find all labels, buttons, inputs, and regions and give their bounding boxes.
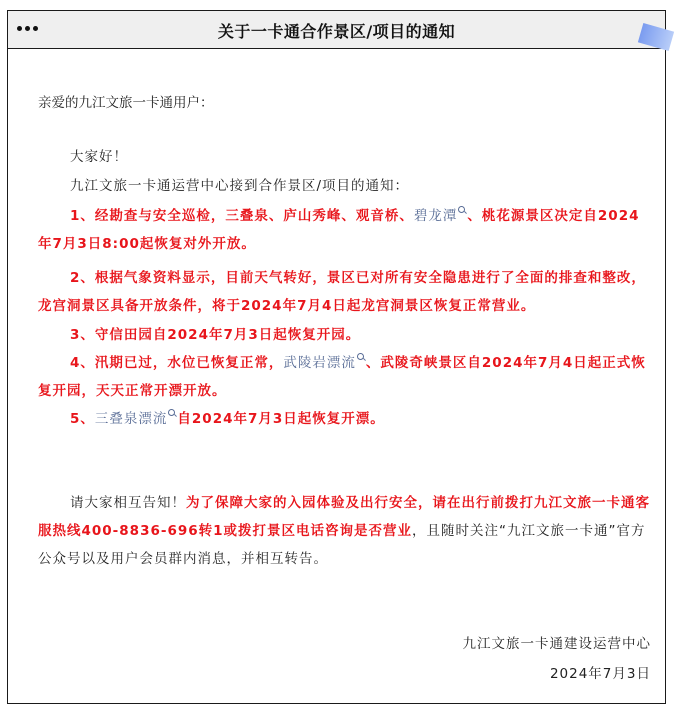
- search-icon: [357, 353, 366, 365]
- link-sandiequan-rafting[interactable]: [95, 411, 178, 427]
- greeting: 亲爱的九江文旅一卡通用户：: [38, 95, 214, 111]
- notice-item-1: [38, 202, 652, 258]
- item-5-text-b: 自2024年7月3日起恢复开漂。: [177, 411, 385, 427]
- notice-item-2: [38, 264, 652, 320]
- title-bar: [8, 11, 665, 49]
- link-wulingyan[interactable]: [283, 355, 366, 371]
- link-bilongtan[interactable]: [414, 208, 468, 224]
- link-label: 碧龙潭: [413, 208, 458, 224]
- search-icon: [458, 206, 467, 218]
- item-3-text: 3、守信田园自2024年7月3日起恢复开园。: [70, 327, 361, 343]
- notice-item-5: [38, 405, 652, 433]
- closing-tail: ，且随时关注“九江文旅一卡通”官方公众号以及用户会员群内消息，并相互转告。: [38, 523, 646, 567]
- link-label: 三叠泉漂流: [94, 411, 168, 427]
- signature: 九江文旅一卡通建设运营中心: [462, 636, 651, 652]
- item-5-text-a: 5、: [70, 411, 95, 427]
- item-4-text-b: 、武陵奇峡景区自2024年7月4日起正式恢复开园，天天正常开漂开放。: [38, 355, 646, 399]
- item-2-text: 2、根据气象资料显示，目前天气转好，景区已对所有安全隐患进行了全面的排查和整改，龙宫洞景区具备开放条件，将于2024年7月4日起龙宫洞景区恢复正常营业。: [38, 270, 646, 314]
- hello-line: 大家好！: [70, 149, 128, 165]
- item-1-text-a: 1、经勘查与安全巡检，三叠泉、庐山秀峰、观音桥、: [70, 208, 414, 224]
- notice-window: [7, 10, 666, 704]
- search-icon: [168, 409, 177, 421]
- closing-paragraph: [38, 489, 652, 573]
- window-title: 关于一卡通合作景区/项目的通知: [217, 22, 456, 41]
- item-1-text-b: 、桃花源景区决定自2024年7月3日8:00起恢复对外开放。: [38, 208, 640, 252]
- date: 2024年7月3日: [549, 666, 651, 682]
- closing-emphasis: 为了保障大家的入园体验及出行安全，请在出行前拨打九江文旅一卡通客服热线400-8836-696转1或拨打景区电话咨询是否营业: [38, 495, 650, 539]
- notice-item-3: [38, 321, 652, 349]
- link-label: 武陵岩漂流: [283, 355, 356, 371]
- intro-line: 九江文旅一卡通运营中心接到合作景区/项目的通知：: [70, 178, 410, 194]
- item-4-text-a: 4、汛期已过，水位已恢复正常，: [70, 355, 284, 371]
- closing-lead: 请大家相互告知！: [70, 495, 186, 511]
- notice-item-4: [38, 349, 652, 405]
